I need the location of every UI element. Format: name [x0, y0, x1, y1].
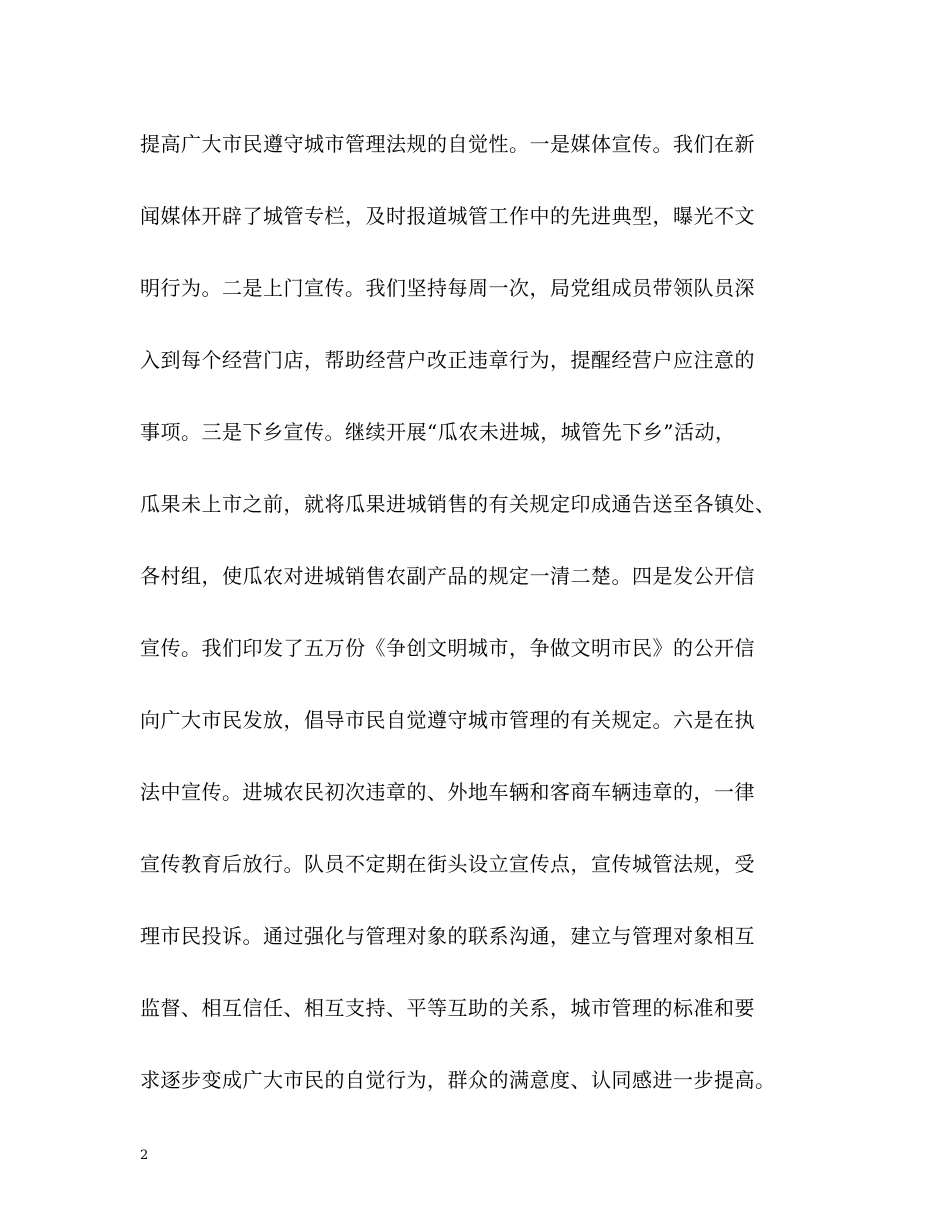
- text-line: 事项。三是下乡宣传。继续开展“瓜农未进城，城管先下乡”活动，: [140, 420, 736, 444]
- text-line: 理市民投诉。通过强化与管理对象的联系沟通，建立与管理对象相互: [140, 924, 755, 948]
- text-line: 宣传教育后放行。队员不定期在街头设立宣传点，宣传城管法规，受: [140, 852, 755, 876]
- text-line: 明行为。二是上门宣传。我们坚持每周一次，局党组成员带领队员深: [140, 276, 755, 300]
- text-line: 求逐步变成广大市民的自觉行为，群众的满意度、认同感进一步提高。: [140, 1068, 776, 1092]
- text-line: 瓜果未上市之前，就将瓜果进城销售的有关规定印成通告送至各镇处、: [140, 492, 776, 516]
- body-paragraph: [140, 124, 820, 1132]
- text-line: 入到每个经营门店，帮助经营户改正违章行为，提醒经营户应注意的: [140, 348, 755, 372]
- text-line: 各村组，使瓜农对进城销售农副产品的规定一清二楚。四是发公开信: [140, 564, 755, 588]
- text-line: 向广大市民发放，倡导市民自觉遵守城市管理的有关规定。六是在执: [140, 708, 755, 732]
- text-line: 宣传。我们印发了五万份《争创文明城市，争做文明市民》的公开信: [140, 636, 755, 660]
- text-line: 闻媒体开辟了城管专栏，及时报道城管工作中的先进典型，曝光不文: [140, 204, 755, 228]
- text-line: 法中宣传。进城农民初次违章的、外地车辆和客商车辆违章的，一律: [140, 780, 755, 804]
- text-line: 监督、相互信任、相互支持、平等互助的关系，城市管理的标准和要: [140, 996, 755, 1020]
- page-number: 2: [140, 1148, 149, 1163]
- text-line: 提高广大市民遵守城市管理法规的自觉性。一是媒体宣传。我们在新: [140, 132, 755, 156]
